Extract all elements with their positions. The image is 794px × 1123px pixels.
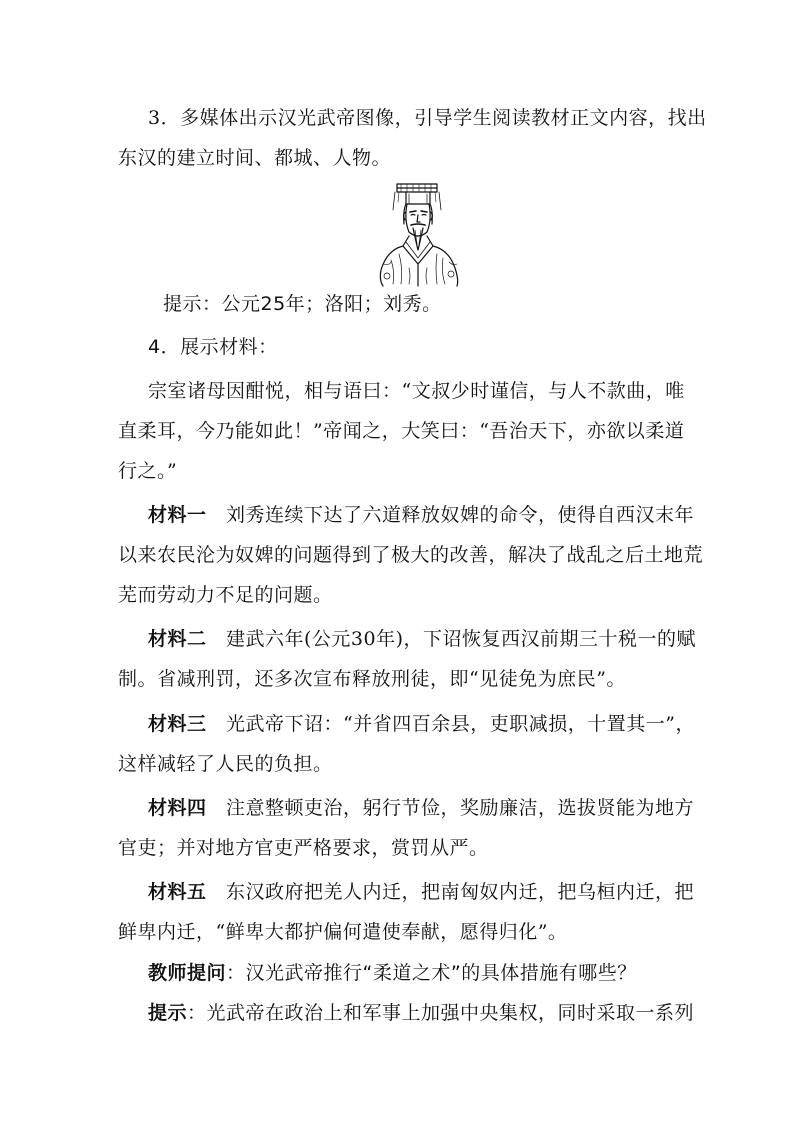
material1-text: 刘秀连续下达了六道释放奴婢的命令，使得自西汉末年 [226, 504, 695, 526]
hint-answer-line: 提示：公元25年；洛阳；刘秀。 [163, 293, 442, 315]
material4-line1 [148, 796, 695, 820]
hint2-label: 提示 [148, 1002, 188, 1024]
material1-label: 材料一 [148, 504, 207, 526]
teacher-question-text: ：汉光武帝推行“柔道之术”的具体措施有哪些？ [226, 962, 637, 984]
material2-text: 建武六年(公元30年)，下诏恢复西汉前期三十税一的赋 [226, 628, 697, 650]
item4-heading: 4．展示材料： [148, 336, 278, 358]
material3-line2: 这样减轻了人民的负担。 [118, 753, 333, 775]
material1-line1 [148, 503, 695, 527]
emperor-portrait-icon [373, 180, 465, 288]
teacher-question [148, 961, 637, 985]
material4-line2: 官吏；并对地方官吏严格要求，赏罚从严。 [118, 837, 489, 859]
material5-label: 材料五 [148, 881, 207, 903]
item3-line1: 3．多媒体出示汉光武帝图像，引导学生阅读教材正文内容，找出 [148, 107, 707, 129]
material1-line2: 以来农民沦为奴婢的问题得到了极大的改善，解决了战乱之后土地荒 [118, 544, 704, 566]
material3-text: 光武帝下诏：“并省四百余县，吏职减损，十置其一”， [226, 713, 695, 735]
material1-line3: 芜而劳动力不足的问题。 [118, 584, 333, 606]
material5-line2: 鲜卑内迁，“鲜卑大都护偏何遣使奉献，愿得归化”。 [118, 921, 568, 943]
quote-line2: 直柔耳，今乃能如此！”帝闻之，大笑曰：“吾治天下，亦欲以柔道 [118, 420, 685, 442]
material5-line1 [148, 880, 695, 904]
hint2-text: ：光武帝在政治上和军事上加强中央集权，同时采取一系列 [187, 1002, 695, 1024]
hint2-line [148, 1001, 695, 1025]
material4-label: 材料四 [148, 797, 207, 819]
item3-line2: 东汉的建立时间、都城、人物。 [118, 147, 392, 169]
material2-line2: 制。省减刑罚，还多次宣布释放刑徒，即“见徒免为庶民”。 [118, 668, 626, 690]
material2-label: 材料二 [148, 628, 207, 650]
quote-line3: 行之。” [118, 460, 178, 482]
material3-line1 [148, 712, 695, 736]
quote-line1: 宗室诸母因酣悦，相与语曰：“文叔少时谨信，与人不款曲，唯 [148, 380, 685, 402]
teacher-question-label: 教师提问 [148, 962, 227, 984]
material5-text: 东汉政府把羌人内迁，把南匈奴内迁，把乌桓内迁，把 [226, 881, 695, 903]
material2-line1 [148, 627, 697, 651]
material3-label: 材料三 [148, 713, 207, 735]
material4-text: 注意整顿吏治，躬行节俭，奖励廉洁，选拔贤能为地方 [226, 797, 695, 819]
